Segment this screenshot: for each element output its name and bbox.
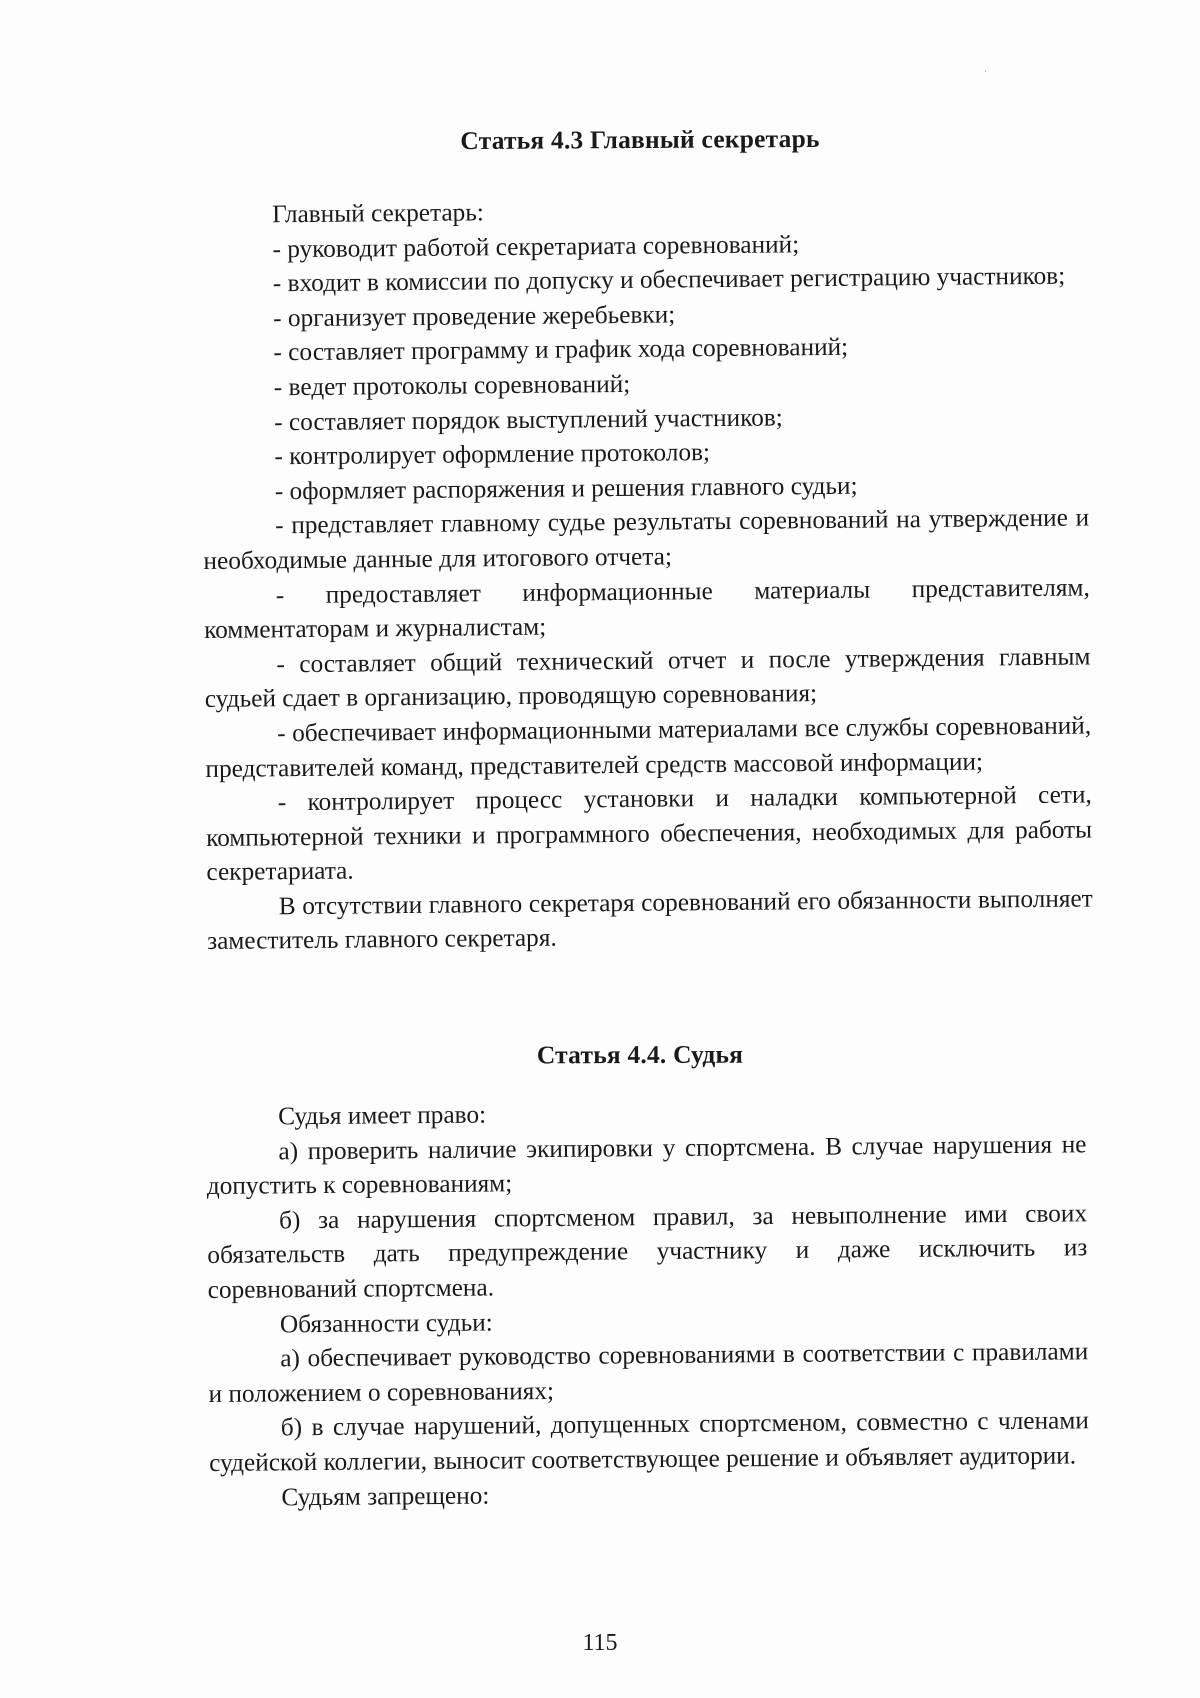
list-item: - контролирует процесс установки и наладки компьютерной сети, компьютерной техники и программного обеспечения, необходимых для работы секретариата. — [206, 780, 1093, 887]
section-4-4-body — [206, 1092, 1090, 1515]
list-item: б) в случае нарушений, допущенных спортсменом, совместно с членами судейской коллегии, выносит соответствующее решение и объявляет аудитории. — [209, 1406, 1089, 1477]
scan-speck — [985, 70, 986, 72]
paragraph: Судьям запрещено: — [281, 1481, 490, 1511]
section-4-3-heading: Статья 4.3 Главный секретарь — [460, 123, 820, 156]
paragraph: В отсутствии главного секретаря соревнований его обязанности выполняет заместитель главного секретаря. — [207, 884, 1093, 956]
list-item: - составляет общий технический отчет и после утверждения главным судьей сдает в организацию, проводящую соревнования; — [204, 642, 1091, 714]
list-item: а) обеспечивает руководство соревнованиями в соответствии с правилами и положением о соревнованиях; — [208, 1337, 1089, 1408]
list-item: - оформляет распоряжения и решения главного судьи; — [274, 471, 858, 506]
paragraph: Главный секретарь: — [272, 198, 484, 229]
list-item: - составляет порядок выступлений участников; — [274, 402, 783, 436]
section-4-3-body — [200, 189, 1093, 959]
list-item: - организует проведение жеребьевки; — [273, 300, 676, 333]
list-item: - руководит работой секретариата соревнований; — [272, 229, 800, 263]
list-item: - контролирует оформление протоколов; — [274, 438, 711, 471]
page-number: 115 — [582, 1630, 618, 1656]
list-item: б) за нарушения спортсменом правил, за невыполнение ими своих обязательств дать предупреждение участнику и даже исключить из соревнований спортсмена. — [207, 1199, 1088, 1304]
list-item: - обеспечивает информационными материалами все службы соревнований, представителей команд, представителей средств массовой информации; — [205, 711, 1092, 783]
list-item: - предоставляет информационные материалы представителям, комментаторам и журналистам; — [204, 573, 1090, 645]
list-item: - представляет главному судье результаты соревнований на утверждение и необходимые данные для итогового отчета; — [203, 503, 1090, 575]
list-item: - ведет протоколы соревнований; — [273, 369, 631, 402]
list-item: - входит в комиссии по допуску и обеспечивает регистрацию участников; — [272, 261, 1066, 298]
paragraph: Обязанности судьи: — [279, 1308, 493, 1338]
paragraph: Судья имеет право: — [278, 1100, 487, 1131]
list-item: - составляет программу и график хода соревнований; — [273, 333, 849, 367]
section-4-4-heading: Статья 4.4. Судья — [536, 1039, 744, 1070]
list-item: а) проверить наличие экипировки у спортсмена. В случае нарушения не допустить к соревнованиям; — [206, 1129, 1087, 1201]
